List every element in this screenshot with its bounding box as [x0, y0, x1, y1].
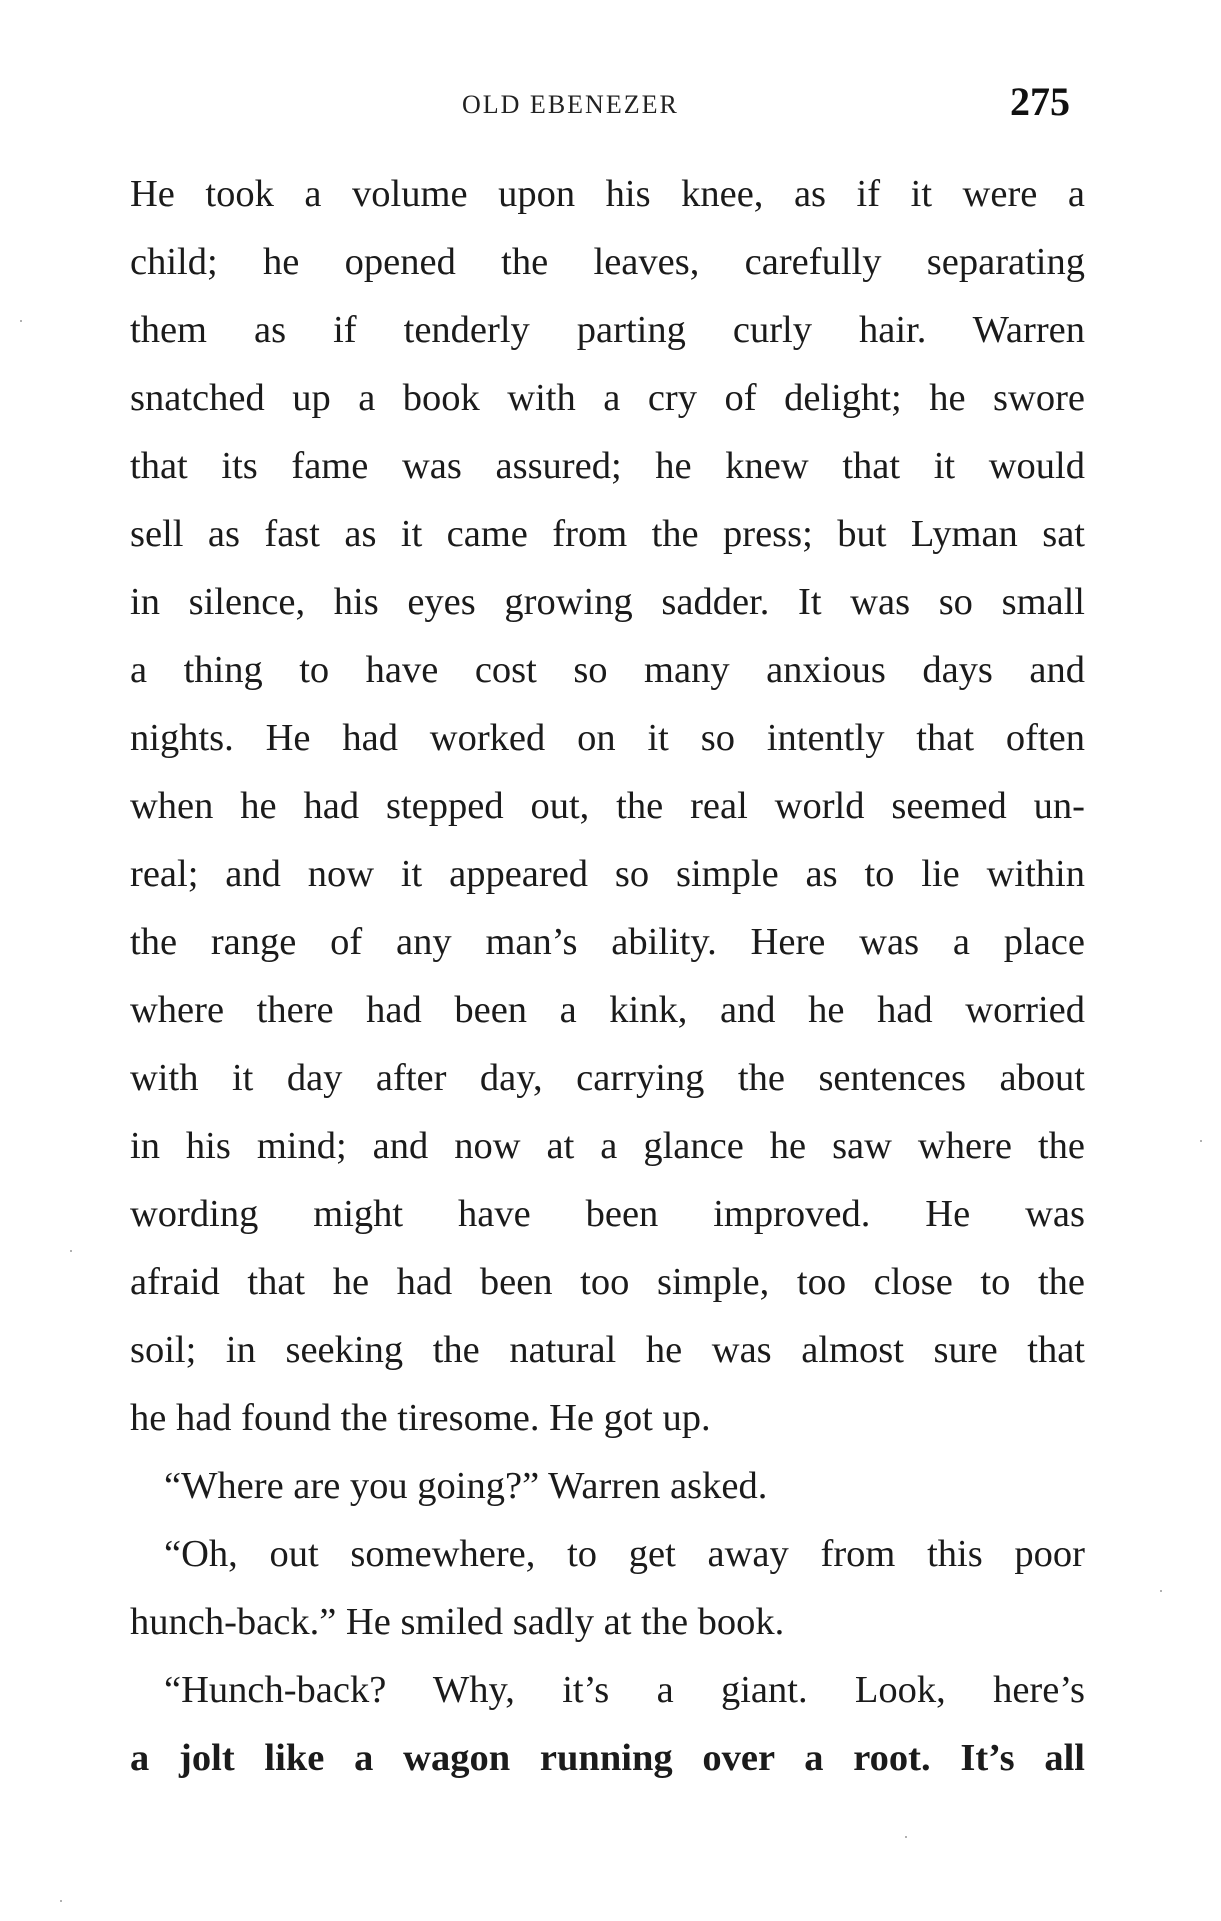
scan-speck	[20, 320, 22, 322]
scan-speck	[905, 1836, 907, 1838]
text-line: soil; in seeking the natural he was almost sure that	[130, 1329, 1085, 1371]
dialogue-line: “Where are you going?” Warren asked.	[164, 1465, 768, 1507]
text-line: he had found the tiresome. He got up.	[130, 1397, 711, 1439]
dialogue-line: “Oh, out somewhere, to get away from this poor	[164, 1533, 1085, 1575]
text-line: sell as fast as it came from the press; but Lyman sat	[130, 513, 1085, 555]
text-line: that its fame was assured; he knew that it would	[130, 445, 1085, 487]
text-line: the range of any man’s ability. Here was a place	[130, 921, 1085, 963]
body-text	[130, 160, 1085, 1792]
text-line: wording might have been improved. He was	[130, 1193, 1085, 1235]
dialogue-line: “Hunch-back? Why, it’s a giant. Look, here’s	[164, 1669, 1085, 1711]
text-line: where there had been a kink, and he had worried	[130, 989, 1085, 1031]
text-line: He took a volume upon his knee, as if it were a	[130, 173, 1085, 215]
text-line: child; he opened the leaves, carefully separating	[130, 241, 1085, 283]
scan-speck	[70, 1250, 72, 1252]
running-head: OLD EBENEZER	[462, 90, 679, 119]
scan-speck	[60, 1900, 62, 1902]
text-line: snatched up a book with a cry of delight; he swore	[130, 377, 1085, 419]
page-number: 275	[1010, 79, 1070, 124]
text-line: hunch-back.” He smiled sadly at the book.	[130, 1601, 785, 1643]
text-line: real; and now it appeared so simple as to lie within	[130, 853, 1085, 895]
text-line: them as if tenderly parting curly hair. Warren	[130, 309, 1085, 351]
text-line: a jolt like a wagon running over a root. It’s all	[130, 1737, 1085, 1779]
text-line: afraid that he had been too simple, too close to the	[130, 1261, 1085, 1303]
scan-speck	[1200, 1140, 1202, 1142]
text-line: in his mind; and now at a glance he saw where the	[130, 1125, 1085, 1167]
text-line: with it day after day, carrying the sentences about	[130, 1057, 1085, 1099]
text-line: when he had stepped out, the real world seemed un-	[130, 785, 1085, 827]
text-line: nights. He had worked on it so intently that often	[130, 717, 1085, 759]
text-line: a thing to have cost so many anxious days and	[130, 649, 1085, 691]
text-line: in silence, his eyes growing sadder. It was so small	[130, 581, 1085, 623]
scan-speck	[1160, 1590, 1162, 1592]
